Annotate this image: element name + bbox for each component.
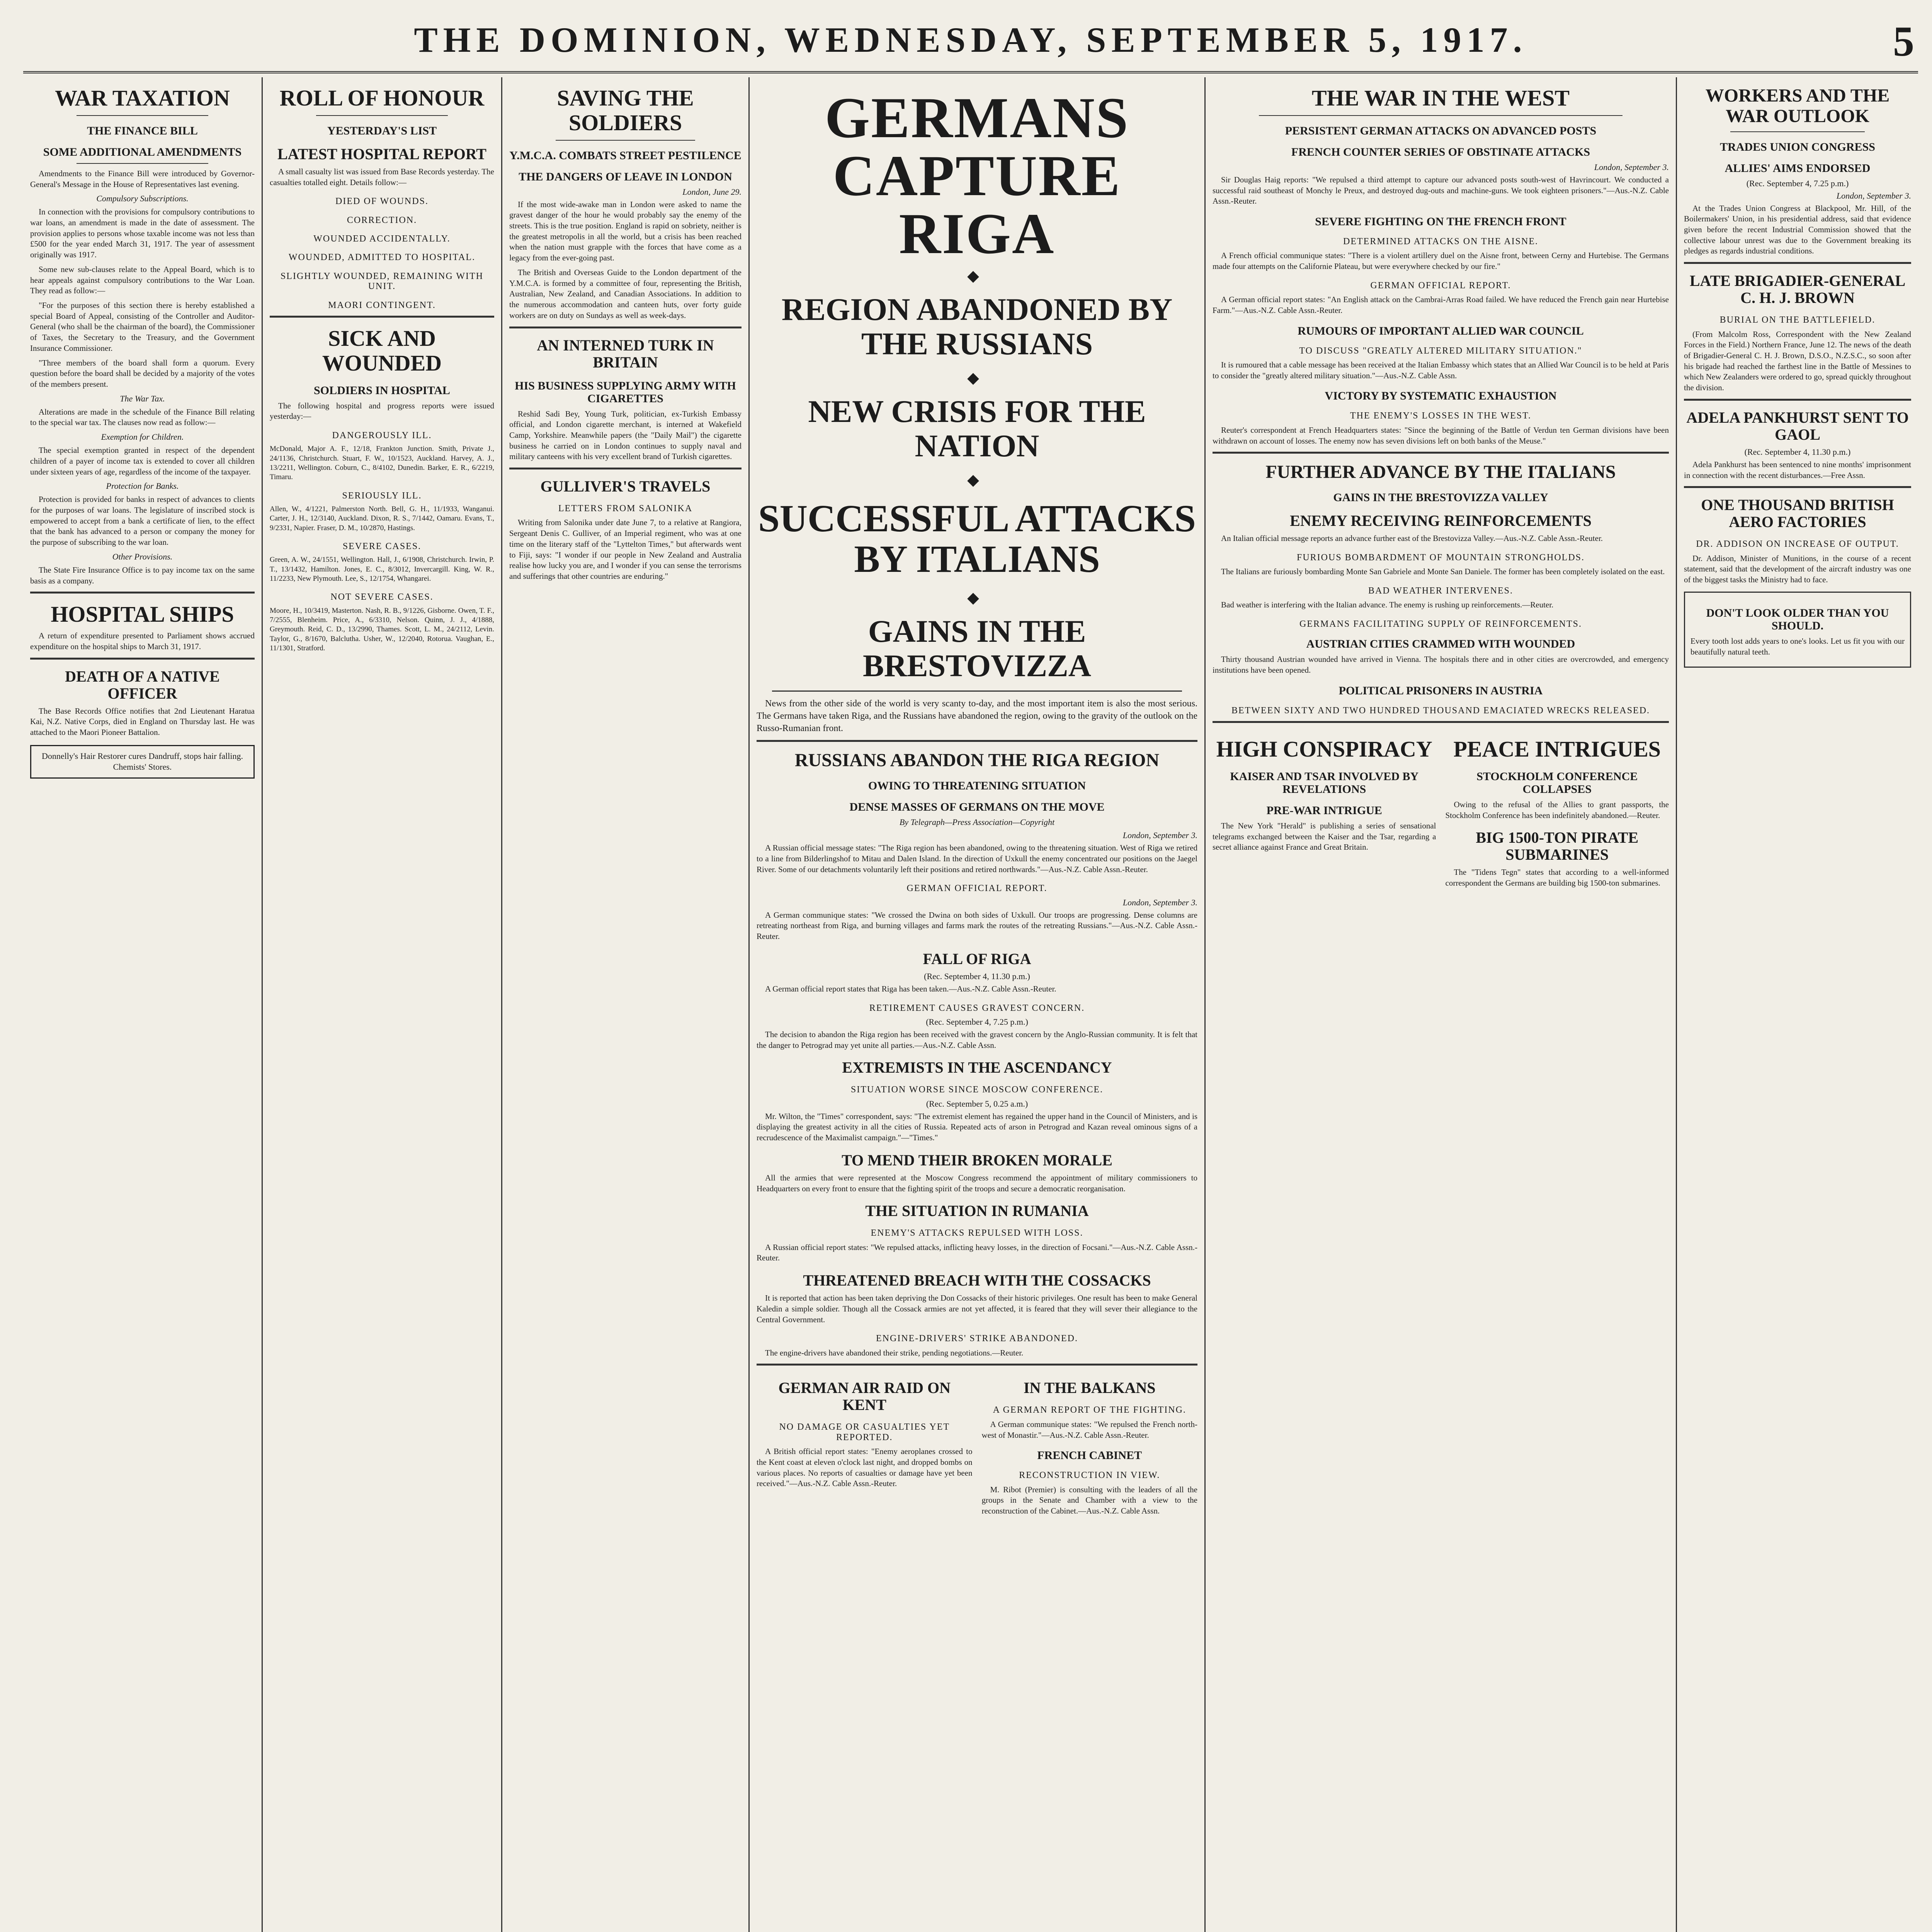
paragraph: Protection is provided for banks in respect of advances to clients for the purposes of war loans. The legislature of inscribed stock is empowered to accept from a bank a certificate of lien, to the effect that the bank has advanced to a person or company the money for the purpose of subscribing to the war loan.	[30, 495, 255, 547]
paragraph: Dr. Addison, Minister of Munitions, in the course of a recent statement, said that the development of the aircraft industry was one of the biggest tasks the Ministry had to face.	[1684, 553, 1911, 585]
divider	[316, 115, 448, 116]
paragraph: Thirty thousand Austrian wounded have arrived in Vienna. The hospitals there and in other cities are overcrowded, and emergency institutions have been opened.	[1213, 655, 1669, 675]
column-war-in-the-west	[1206, 77, 1677, 1932]
subheadline: SOME ADDITIONAL AMENDMENTS	[43, 145, 242, 158]
headline: THREATENED BREACH WITH THE COSSACKS	[803, 1272, 1151, 1289]
paragraph: A German communique states: "We repulsed the French north-west of Monastir."—Aus.-N.Z. Cable Assn.-Reuter.	[981, 1419, 1197, 1440]
column-saving-the-soldiers	[502, 77, 750, 1932]
columns	[23, 77, 1918, 1932]
paragraph: Some new sub-clauses relate to the Appeal Board, which is to hear appeals against compulsory contributions to the War Loan. They read as follow:—	[30, 264, 255, 296]
list-heading: WOUNDED, ADMITTED TO HOSPITAL.	[288, 252, 476, 263]
paragraph: It is reported that action has been taken depriving the Don Cossacks of their historic privileges. One result has been to make General Kaledin a simple soldier. Though all the Cossack armies are not yet affected, it is feared that they will sever their allegiance to the Central Government.	[757, 1293, 1197, 1324]
divider	[1213, 452, 1669, 454]
list-heading: MAORI CONTINGENT.	[328, 300, 436, 310]
paragraph: A return of expenditure presented to Parliament shows accrued expenditure on the hospital ships to March 31, 1917.	[30, 631, 255, 651]
headline: TO MEND THEIR BROKEN MORALE	[842, 1151, 1112, 1169]
section-label: The War Tax.	[120, 393, 165, 403]
paragraph: The "Tidens Tegn" states that according to a well-informed correspondent the Germans are building big 1500-ton submarines.	[1445, 867, 1669, 888]
headline: SAVING THE SOLDIERS	[557, 85, 694, 135]
subheadline: NO DAMAGE OR CASUALTIES YET REPORTED.	[779, 1422, 950, 1442]
paragraph: Amendments to the Finance Bill were introduced by Governor-General's Message in the House of Representatives last evening.	[30, 168, 255, 189]
column-war-taxation	[23, 77, 263, 1932]
list-heading: DANGEROUSLY ILL.	[332, 430, 432, 440]
subheadline: BETWEEN SIXTY AND TWO HUNDRED THOUSAND EMACIATED WRECKS RELEASED.	[1231, 705, 1650, 716]
headline: BIG 1500-TON PIRATE SUBMARINES	[1476, 829, 1639, 864]
subheadline: KAISER AND TSAR INVOLVED BY REVELATIONS	[1230, 770, 1419, 796]
section-label: Compulsory Subscriptions.	[96, 194, 189, 204]
headline: GERMAN AIR RAID ON KENT	[778, 1379, 951, 1414]
paragraph: (From Malcolm Ross, Correspondent with the New Zealand Forces in the Field.) Northern France, June 12. The news of the death of Brigadier-General C. H. J. Brown, D.S.O., N.Z.S.C., so soon after his brigade had reached the farthest line in the Battle of Messines to which New Zealanders were ordered to go, spread quickly throughout the division.	[1684, 329, 1911, 393]
subheadline: GERMAN OFFICIAL REPORT.	[1370, 280, 1511, 291]
paragraph: A French official communique states: "There is a violent artillery duel on the Aisne front, between Cerny and Hurtebise. The Germans made four attempts on the Californie Plateau, but were everywhere checked by our fire."	[1213, 251, 1669, 271]
subheadline: Y.M.C.A. COMBATS STREET PESTILENCE	[509, 149, 742, 162]
paragraph: A German official report states: "An English attack on the Cambrai-Arras Road failed. We have reduced the French gain near Hurtebise Farm."—Aus.-N.Z. Cable Assn.-Reuter.	[1213, 295, 1669, 315]
subheadline: ENEMY RECEIVING REINFORCEMENTS	[1290, 512, 1592, 530]
lead-subheadline: GAINS IN THE BRESTOVIZZA	[863, 614, 1091, 683]
subheadline: PERSISTENT GERMAN ATTACKS ON ADVANCED POSTS	[1285, 124, 1597, 137]
ornament: ◆	[967, 267, 987, 284]
subheadline: FURIOUS BOMBARDMENT OF MOUNTAIN STRONGHOLDS.	[1296, 552, 1585, 563]
headline: RUSSIANS ABANDON THE RIGA REGION	[794, 750, 1160, 771]
section-label: Protection for Banks.	[106, 481, 179, 491]
subheadline: GERMANS FACILITATING SUPPLY OF REINFORCEMENTS.	[1299, 619, 1582, 629]
subheadline: ALLIES' AIMS ENDORSED	[1725, 162, 1871, 175]
dateline: London, September 3.	[1122, 897, 1197, 907]
subheadline: DETERMINED ATTACKS ON THE AISNE.	[1343, 236, 1538, 247]
ornament: ◆	[967, 471, 987, 489]
divider	[1684, 262, 1911, 264]
list-heading: NOT SEVERE CASES.	[330, 592, 434, 602]
ad-text: Every tooth lost adds years to one's looks. Let us fit you with our beautifully natural teeth.	[1690, 636, 1905, 656]
brief-air-raid	[757, 1371, 973, 1520]
headline: FURTHER ADVANCE BY THE ITALIANS	[1265, 462, 1616, 483]
subheadline: DR. ADDISON ON INCREASE OF OUTPUT.	[1696, 539, 1899, 549]
headline: FRENCH CABINET	[1037, 1449, 1142, 1462]
paragraph: A Russian official report states: "We repulsed attacks, inflicting heavy losses, in the direction of Focsani."—Aus.-N.Z. Cable Assn.-Reuter.	[757, 1242, 1197, 1263]
received-time: (Rec. September 4, 7.25 p.m.)	[1746, 178, 1849, 188]
paragraph: The special exemption granted in respect of the dependent children of a payer of income tax is extended to cover all children under sixteen years of age, regardless of the income of the taxpayer.	[30, 446, 255, 476]
subheadline: RETIREMENT CAUSES GRAVEST CONCERN.	[869, 1003, 1085, 1013]
subheadline: DENSE MASSES OF GERMANS ON THE MOVE	[849, 801, 1105, 814]
headline: FALL OF RIGA	[923, 950, 1031, 968]
newspaper-title: THE DOMINION, WEDNESDAY, SEPTEMBER 5, 1917.	[414, 20, 1527, 60]
subheadline: HIS BUSINESS SUPPLYING ARMY WITH CIGARETTES	[515, 379, 736, 405]
column-lead-story	[750, 77, 1206, 1932]
subheadline: SOLDIERS IN HOSPITAL	[314, 384, 450, 397]
list-heading: SEVERE CASES.	[342, 541, 422, 551]
headline: WAR TAXATION	[55, 85, 230, 111]
paragraph: M. Ribot (Premier) is consulting with the leaders of all the groups in the Senate and Chamber with a view to the reconstruction of the Cabinet.—Aus.-N.Z. Cable Assn.	[981, 1485, 1197, 1516]
headline: IN THE BALKANS	[1023, 1379, 1156, 1397]
divider	[1684, 486, 1911, 488]
list-heading: DIED OF WOUNDS.	[335, 196, 429, 207]
brief-peace-intrigues	[1446, 728, 1669, 893]
paragraph: "For the purposes of this section there is hereby established a special Board of Appeal, consisting of the Controller and Auditor-General (who shall be the chairman of the board), the Commissioner of Taxes, the Secretary to the Treasury, and the Government Insurance Commissioner.	[30, 300, 255, 353]
headline: GULLIVER'S TRAVELS	[540, 478, 711, 495]
column-roll-of-honour	[263, 77, 502, 1932]
subheadline: LETTERS FROM SALONIKA	[558, 503, 693, 514]
divider	[556, 140, 695, 141]
masthead	[23, 12, 1918, 73]
subheadline: GERMAN OFFICIAL REPORT.	[906, 883, 1048, 894]
divider	[30, 658, 255, 660]
subheadline: RECONSTRUCTION IN VIEW.	[1019, 1470, 1160, 1481]
list-heading: SERIOUSLY ILL.	[342, 490, 422, 501]
paragraph: A small casualty list was issued from Base Records yesterday. The casualties totalled eight. Details follow:—	[270, 167, 494, 187]
paragraph: The Italians are furiously bombarding Monte San Gabriele and Monte San Daniele. The former has been completely isolated on the east.	[1221, 567, 1665, 577]
paragraph: The engine-drivers have abandoned their strike, pending negotiations.—Reuter.	[765, 1348, 1024, 1357]
lead-subheadline: SUCCESSFUL ATTACKS BY ITALIANS	[758, 497, 1196, 581]
paragraph: Mr. Wilton, the "Times" correspondent, says: "The extremist element has regained the upper hand in the Council of Ministers, and is displaying the greatest activity in all the cities of Russia. Repeated acts of arson in Petrograd and Kazan reveal ominous signs of a recrudescence of the Maximalist campaign."—"Times."	[757, 1111, 1197, 1143]
received-time: (Rec. September 4, 11.30 p.m.)	[1744, 447, 1851, 457]
bottom-briefs	[1213, 728, 1669, 893]
subheadline: SEVERE FIGHTING ON THE FRENCH FRONT	[1315, 215, 1566, 228]
subheadline: VICTORY BY SYSTEMATIC EXHAUSTION	[1325, 389, 1557, 403]
lead-subheadline: NEW CRISIS FOR THE NATION	[808, 394, 1146, 463]
headline: SICK AND WOUNDED	[322, 325, 442, 376]
lead-subheadline: REGION ABANDONED BY THE RUSSIANS	[781, 292, 1173, 361]
divider	[509, 468, 742, 469]
headline: EXTREMISTS IN THE ASCENDANCY	[842, 1059, 1112, 1077]
paragraph: All the armies that were represented at the Moscow Congress recommend the appointment of military commissioners to Headquarters on every front to ensure that the fighting spirit of the troops and secure a democratic reorganisation.	[757, 1173, 1197, 1193]
paragraph: If the most wide-awake man in London were asked to name the gravest danger of the hour he would probably say the enemy of the streets. This is the true position. England is rapid on sobriety, neither is the greatest metropolis in all the world, but a crisis has been reached when the nation must grapple with the forces that have come as a legacy from the ever-going past.	[509, 199, 742, 263]
paragraph: In connection with the provisions for compulsory contributions to war loans, an amendment is made in the date of assessment. The provision applies to persons whose taxable income was not less than £500 for the year ended March 31, 1917. The year of assessment originally was 1917.	[30, 207, 255, 260]
subheadline: PRE-WAR INTRIGUE	[1266, 804, 1382, 817]
headline: AN INTERNED TURK IN BRITAIN	[537, 336, 714, 371]
paragraph: It is rumoured that a cable message has been received at the Italian Embassy which states that an Allied War Council is to be held at Paris to consider the "greatly altered military situation."—Aus.-N.Z. Cable Assn.	[1213, 360, 1669, 380]
byline: By Telegraph—Press Association—Copyright	[899, 817, 1055, 827]
divider	[270, 316, 494, 318]
section-label: Exemption for Children.	[101, 432, 184, 442]
advertisement: Donnelly's Hair Restorer cures Dandruff, stops hair falling. Chemists' Stores.	[30, 745, 255, 779]
received-time: (Rec. September 5, 0.25 a.m.)	[926, 1099, 1028, 1109]
subheadline: THE ENEMY'S LOSSES IN THE WEST.	[1350, 411, 1531, 421]
subheadline: SITUATION WORSE SINCE MOSCOW CONFERENCE.	[850, 1085, 1104, 1095]
headline: DEATH OF A NATIVE OFFICER	[65, 667, 220, 702]
divider	[30, 592, 255, 594]
subheadline: ENGINE-DRIVERS' STRIKE ABANDONED.	[876, 1333, 1078, 1344]
ad-headline: DON'T LOOK OLDER THAN YOU SHOULD.	[1706, 606, 1889, 632]
paragraph: Owing to the refusal of the Allies to grant passports, the Stockholm Conference has been indefinitely abandoned.—Reuter.	[1445, 800, 1669, 820]
paragraph: Sir Douglas Haig reports: "We repulsed a third attempt to capture our advanced posts south-west of Havrincourt. We conducted a successful raid southeast of Monchy le Preux, and destroyed dug-outs and machine-guns. We took eighteen prisoners."—Aus.-N.Z. Cable Assn.-Reuter.	[1213, 175, 1669, 206]
paragraph: Alterations are made in the schedule of the Finance Bill relating to the special war tax. The clauses now read as follow:—	[30, 407, 255, 427]
headline: PEACE INTRIGUES	[1453, 736, 1661, 762]
headline: HOSPITAL SHIPS	[51, 602, 234, 627]
paragraph: The New York "Herald" is publishing a series of sensational telegrams exchanged between the Kaiser and the Tsar, regarding a secret alliance against France and Great Britain.	[1213, 821, 1436, 852]
subheadline: YESTERDAY'S LIST	[327, 124, 437, 137]
received-time: (Rec. September 4, 11.30 p.m.)	[924, 971, 1030, 981]
casualty-list: Green, A. W., 24/1551, Wellington. Hall, J., 6/1908, Christchurch. Irwin, P. T., 13/1432, Hamilton. Jones, E. C., 8/3012, Invercargill. King, W. R., 11/2233, New Plymouth. Lee, S., 12/1754, Whangarei.	[270, 556, 494, 583]
column-workers-war-outlook	[1677, 77, 1918, 1932]
subheadline: THE FINANCE BILL	[87, 124, 198, 137]
headline: LATE BRIGADIER-GENERAL C. H. J. BROWN	[1689, 272, 1906, 307]
headline: ONE THOUSAND BRITISH AERO FACTORIES	[1701, 496, 1894, 531]
brief-balkans	[982, 1371, 1198, 1520]
subheadline: LATEST HOSPITAL REPORT	[277, 145, 486, 163]
paragraph: Adela Pankhurst has been sentenced to nine months' imprisonment in connection with the recent disturbances.—Free Assn.	[1684, 459, 1911, 480]
dateline: London, September 3.	[1836, 190, 1911, 201]
subheadline: BURIAL ON THE BATTLEFIELD.	[1719, 315, 1876, 325]
lead-paragraph: News from the other side of the world is very scanty to-day, and the most important item is also the most serious. The Germans have taken Riga, and the Russians have abandoned the region, owing to the gravity of the outlook on the Russo-Rumanian front.	[757, 699, 1197, 733]
paragraph: A British official report states: "Enemy aeroplanes crossed to the Kent coast at eleven o'clock last night, and dropped bombs on various places. No reports of casualties or damage have yet been received."—Aus.-N.Z. Cable Assn.-Reuter.	[757, 1447, 973, 1488]
subheadline: STOCKHOLM CONFERENCE COLLAPSES	[1476, 770, 1638, 796]
subheadline: ENEMY'S ATTACKS REPULSED WITH LOSS.	[871, 1228, 1083, 1238]
headline: WORKERS AND THE WAR OUTLOOK	[1705, 85, 1890, 126]
received-time: (Rec. September 4, 7.25 p.m.)	[926, 1017, 1028, 1027]
headline: ADELA PANKHURST SENT TO GAOL	[1686, 408, 1909, 443]
paragraph: Reshid Sadi Bey, Young Turk, politician, ex-Turkish Embassy official, and London cigarette merchant, is interned at Wakefield Camp, Yorkshire. Meanwhile papers (the "Daily Mail") the cigarette business he carried on in London continues to supply naval and military canteens with his very excellent brand of Turkish cigarettes.	[509, 409, 742, 461]
paragraph: Bad weather is interfering with the Italian advance. The enemy is rushing up reinforcements.—Reuter.	[1221, 600, 1554, 610]
subheadline: FRENCH COUNTER SERIES OF OBSTINATE ATTACKS	[1291, 145, 1590, 158]
divider	[757, 1364, 1197, 1366]
paragraph: "Three members of the board shall form a quorum. Every question before the board shall be decided by a majority of the votes of the members present.	[30, 358, 255, 389]
subheadline: THE DANGERS OF LEAVE IN LONDON	[519, 170, 732, 183]
subheadline: TO DISCUSS "GREATLY ALTERED MILITARY SITUATION."	[1299, 345, 1582, 356]
subheadline: POLITICAL PRISONERS IN AUSTRIA	[1338, 684, 1543, 697]
section-label: Other Provisions.	[112, 551, 173, 561]
divider	[77, 163, 208, 164]
paragraph: Reuter's correspondent at French Headquarters states: "Since the beginning of the Battle of Verdun ten German divisions have been withdrawn on account of losses. The enemy now has seven divisions left on both banks of the Meuse."	[1213, 425, 1669, 446]
list-heading: SLIGHTLY WOUNDED, REMAINING WITH UNIT.	[280, 271, 484, 292]
divider	[1213, 721, 1669, 723]
divider	[757, 740, 1197, 742]
subheadline: OWING TO THREATENING SITUATION	[868, 779, 1086, 793]
ornament: ◆	[967, 589, 987, 607]
casualty-list: Moore, H., 10/3419, Masterton. Nash, R. B., 9/1226, Gisborne. Owen, T. F., 7/2555, Blenheim. Price, A., 6/3310, Nelson. Quinn, J. J., 4/1888, Greymouth. Reid, C. D., 13/2990, Thames. Scott, L. M., 24/2112, Levin. Taylor, G., 8/1670, Balclutha. Usher, W., 12/2040, Rotorua. Vaughan, E., 11/1301, Stratford.	[270, 606, 494, 652]
paragraph: At the Trades Union Congress at Blackpool, Mr. Hill, of the Boilermakers' Union, in his presidential address, said that evidence given before the recent Industrial Commission showed that the collective labour unrest was due to the Government breaking its pledges as regards industrial conditions.	[1684, 203, 1911, 256]
paragraph: The British and Overseas Guide to the London department of the Y.M.C.A. is formed by a committee of four, representing the British, Australian, New Zealand, and Canadian Associations. In addition to the numerous accommodation and canteen huts, over forty guide workers are on duty on Sundays as well as week-days.	[509, 267, 742, 320]
ornament: ◆	[967, 369, 987, 387]
headline: HIGH CONSPIRACY	[1216, 736, 1432, 762]
dateline: London, September 3.	[1594, 162, 1669, 172]
bottom-briefs	[757, 1371, 1197, 1520]
advertisement	[1684, 592, 1911, 668]
paragraph: Writing from Salonika under date June 7, to a relative at Rangiora, Sergeant Denis C. Gulliver, of an Imperial regiment, who was at one time on the literary staff of the "Lyttelton Times," but afterwards went to Fiji, says: "I wonder if our people in New Zealand and Australia realise how lucky you are, and I wonder if you can sense the terrorisms and sufferings that other countries are enduring."	[509, 518, 742, 581]
dateline: London, September 3.	[1122, 830, 1197, 840]
subheadline: BAD WEATHER INTERVENES.	[1368, 585, 1513, 596]
casualty-list: Allen, W., 4/1221, Palmerston North. Bell, G. H., 11/1933, Wanganui. Carter, J. H., 12/3140, Auckland. Dixon, R. S., 7/1442, Oamaru. Evans, T., 9/2331, Napier. Fraser, D. M., 10/2870, Hastings.	[270, 505, 494, 532]
paragraph: A Russian official message states: "The Riga region has been abandoned, owing to the threatening situation. West of Riga we retired to a line from Bilderlingshof to Mitau and Dalen Island. In the direction of Uxkull the enemy concentrated our positions on the Jaegel River. Some of our detachments voluntarily left their positions and retired northwards."—Aus.-N.Z. Cable Assn.-Reuter.	[757, 843, 1197, 874]
divider	[77, 115, 208, 116]
divider	[1684, 399, 1911, 401]
paragraph: A German communique states: "We crossed the Dwina on both sides of Uxkull. Our troops are progressing. Dense columns are retreating northeast from Riga, and burning villages and farms mark the routes of the retreating Russians."—Aus.-N.Z. Cable Assn.-Reuter.	[757, 910, 1197, 941]
divider	[772, 690, 1182, 692]
subheadline: AUSTRIAN CITIES CRAMMED WITH WOUNDED	[1306, 638, 1575, 651]
page-number: 5	[1893, 18, 1914, 65]
headline: ROLL OF HONOUR	[279, 85, 485, 111]
divider	[1730, 131, 1865, 132]
paragraph: A German official report states that Riga has been taken.—Aus.-N.Z. Cable Assn.-Reuter.	[765, 984, 1056, 993]
divider	[1259, 115, 1622, 116]
list-heading: CORRECTION.	[347, 215, 417, 225]
divider	[509, 327, 742, 328]
paragraph: The State Fire Insurance Office is to pay income tax on the same basis as a company.	[30, 565, 255, 585]
subheadline: RUMOURS OF IMPORTANT ALLIED WAR COUNCIL	[1298, 324, 1584, 337]
paragraph: The following hospital and progress reports were issued yesterday:—	[270, 401, 494, 421]
subheadline: A GERMAN REPORT OF THE FIGHTING.	[993, 1405, 1186, 1415]
lead-headline: GERMANS CAPTURE RIGA	[825, 86, 1129, 266]
paragraph: The decision to abandon the Riga region has been received with the gravest concern by the Anglo-Russian community. It is felt that the danger to Petrograd may yet unite all parties.—Aus.-N.Z. Cable Assn.	[757, 1029, 1197, 1050]
list-heading: WOUNDED ACCIDENTALLY.	[313, 234, 451, 244]
casualty-list: McDonald, Major A. F., 12/18, Frankton Junction. Smith, Private J., 24/1136, Christchurch. Stuart, F. W., 10/1523, Auckland. Harvey, A. J., 13/2211, Wellington. Coburn, C., 8/4102, Dunedin. Barker, E. R., 6/2219, Timaru.	[270, 445, 494, 481]
headline: THE SITUATION IN RUMANIA	[865, 1202, 1089, 1220]
subheadline: TRADES UNION CONGRESS	[1720, 140, 1875, 153]
paragraph: An Italian official message reports an advance further east of the Brestovizza Valley.—Aus.-N.Z. Cable Assn.-Reuter.	[1221, 534, 1603, 543]
brief-high-conspiracy	[1213, 728, 1436, 893]
subheadline: GAINS IN THE BRESTOVIZZA VALLEY	[1333, 491, 1548, 504]
headline: THE WAR IN THE WEST	[1311, 85, 1570, 111]
paragraph: The Base Records Office notifies that 2nd Lieutenant Haratua Kai, N.Z. Native Corps, died in England on Thursday last. He was attached to the Maori Pioneer Battalion.	[30, 706, 255, 737]
dateline: London, June 29.	[682, 187, 742, 197]
